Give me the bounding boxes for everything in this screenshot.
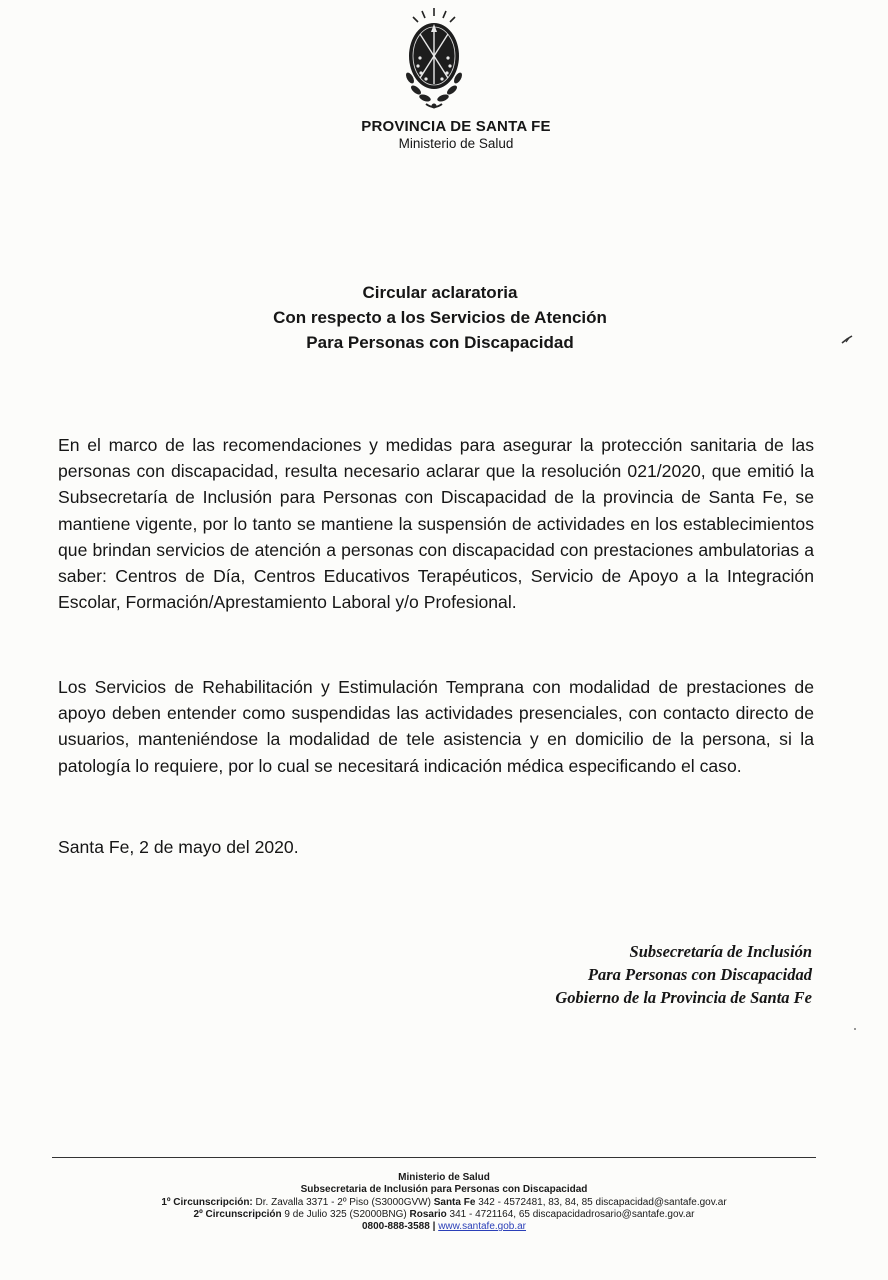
footer-subsecretaria: Subsecretaria de Inclusión para Personas con Discapacidad xyxy=(300,1184,588,1196)
province-name: PROVINCIA DE SANTA FE xyxy=(361,118,551,135)
letterhead xyxy=(0,118,888,151)
circ-1-address: Dr. Zavalla 3371 - 2º Piso (S3000GVW) xyxy=(255,1196,431,1208)
footer-contact-line xyxy=(0,1221,888,1233)
document-date: Santa Fe, 2 de mayo del 2020. xyxy=(58,837,299,857)
website-link[interactable]: www.santafe.gob.ar xyxy=(438,1221,527,1233)
title-line-1: Circular aclaratoria xyxy=(362,283,518,302)
document-title xyxy=(0,280,884,355)
circ-1-label: 1º Circunscripción: xyxy=(161,1196,253,1208)
footer-ministry: Ministerio de Salud xyxy=(398,1172,490,1183)
signature-line-3: Gobierno de la Provincia de Santa Fe xyxy=(555,988,812,1007)
footer-phone: 0800-888-3588 xyxy=(361,1221,430,1233)
body-paragraph-1: En el marco de las recomendaciones y medidas para asegurar la protección sanitaria de las personas con discapacidad, resulta necesario aclarar que la resolución 021/2020, que emitió la Subsecretaría de Inclusión para Personas con Discapacidad de la provincia de Santa Fe, se mantiene vigente, por lo tanto se mantiene la suspensión de actividades en los establecimientos que brindan servicios de atención a personas con discapacidad con prestaciones ambulatorias a saber: Centros de Día, Centros Educativos Terapéuticos, Servicio de Apoyo a la Integración Escolar, Formación/Aprestamiento Laboral y/o Profesional. xyxy=(58,435,814,613)
body-paragraph-2: Los Servicios de Rehabilitación y Estimulación Temprana con modalidad de prestaciones de apoyo deben entender como suspendidas las actividades presenciales, con contacto directo de usuarios, manteniéndose la modalidad de tele asistencia y en domicilio de la persona, si la patología lo requiere, por lo cual se necesitará indicación médica especificando el caso. xyxy=(58,677,814,776)
circ-2-city: Rosario xyxy=(409,1208,447,1220)
signature-line-2: Para Personas con Discapacidad xyxy=(587,965,812,984)
provincial-coat-of-arms-icon xyxy=(398,6,470,114)
ink-mark-icon xyxy=(840,333,854,347)
title-line-2: Con respecto a los Servicios de Atención xyxy=(273,308,607,327)
footer-separator: | xyxy=(432,1221,436,1233)
footer-circ-2 xyxy=(0,1209,888,1221)
ministry-name: Ministerio de Salud xyxy=(398,136,514,151)
circ-2-contact: 341 - 4721164, 65 discapacidadrosario@santafe.gov.ar xyxy=(449,1208,695,1220)
signature-line-1: Subsecretaría de Inclusión xyxy=(629,942,812,961)
circ-2-label: 2º Circunscripción xyxy=(193,1208,282,1220)
circ-1-city: Santa Fe xyxy=(433,1196,476,1208)
footer-circ-1 xyxy=(0,1197,888,1209)
footer-divider xyxy=(52,1157,816,1158)
scan-speck xyxy=(854,1028,856,1030)
title-line-3: Para Personas con Discapacidad xyxy=(306,333,574,352)
footer xyxy=(0,1172,888,1233)
circ-2-address: 9 de Julio 325 (S2000BNG) xyxy=(284,1208,407,1220)
signature-block xyxy=(555,940,812,1009)
circ-1-contact: 342 - 4572481, 83, 84, 85 discapacidad@santafe.gov.ar xyxy=(478,1196,727,1208)
